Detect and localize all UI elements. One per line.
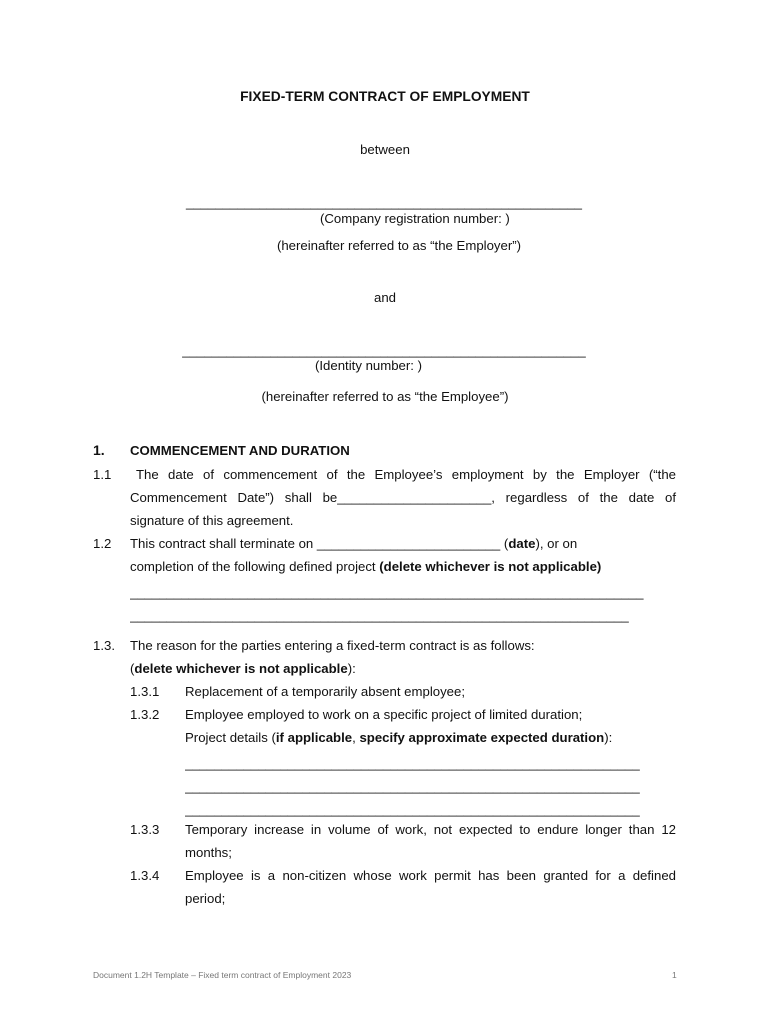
section-heading: COMMENCEMENT AND DURATION — [130, 443, 350, 458]
and-text: and — [373, 290, 396, 305]
clause-1-1-line-1: The date of commencement of the Employee’s employment by the Employer (“the — [136, 467, 676, 482]
sub-clause-text-continued: period; — [185, 891, 226, 906]
sub-clause-number: 1.3.1 — [130, 684, 160, 699]
sub-clause-number: 1.3.3 — [130, 822, 160, 837]
employee-name-line: _______________________________________________________ — [182, 343, 586, 358]
sub-clause-number: 1.3.2 — [130, 707, 160, 722]
clause-1-2-line-1: This contract shall terminate on _________________________ (date), or on — [130, 536, 578, 551]
sub-clause-text: Replacement of a temporarily absent employee; — [185, 684, 466, 699]
sub-clause-text: Employee is a non-citizen whose work permit has been granted for a defined — [185, 868, 676, 883]
company-registration-number: (Company registration number: ) — [320, 211, 510, 226]
footer-document-name: Document 1.2H Template – Fixed term contract of Employment 2023 — [93, 970, 352, 980]
project-details-blank-1: ______________________________________________________________ — [185, 756, 640, 771]
project-details-blank-3: ______________________________________________________________ — [185, 802, 640, 817]
employee-reference: (hereinafter referred to as “the Employee”) — [261, 389, 509, 404]
sub-clause-number: 1.3.4 — [130, 868, 160, 883]
clause-number-1-3: 1.3. — [93, 638, 115, 653]
sub-clause-text: Temporary increase in volume of work, not expected to endure longer than 12 — [185, 822, 676, 837]
sub-clause-text: Employee employed to work on a specific project of limited duration; — [185, 707, 583, 722]
clause-1-1-line-3: signature of this agreement. — [130, 513, 294, 528]
clause-number-1-1: 1.1 — [93, 467, 112, 482]
clause-1-1-line-2: Commencement Date”) shall be_____________________, regardless of the date of — [130, 490, 676, 505]
sub-clause-text-continued: months; — [185, 845, 232, 860]
document-title: FIXED-TERM CONTRACT OF EMPLOYMENT — [240, 89, 530, 104]
project-details-label: Project details (if applicable, specify approximate expected duration): — [185, 730, 613, 745]
clause-1-3-line-2: (delete whichever is not applicable): — [130, 661, 356, 676]
project-blank-line-1: ______________________________________________________________________ — [130, 585, 644, 600]
clause-1-3-line-1: The reason for the parties entering a fixed-term contract is as follows: — [130, 638, 535, 653]
employer-reference: (hereinafter referred to as “the Employer”) — [276, 238, 522, 253]
project-details-blank-2: ______________________________________________________________ — [185, 779, 640, 794]
employer-name-line: ______________________________________________________ — [185, 195, 583, 210]
clause-number-1-2: 1.2 — [93, 536, 112, 551]
section-number: 1. — [93, 442, 105, 458]
project-blank-line-2: ____________________________________________________________________ — [130, 608, 629, 623]
between-text: between — [360, 142, 410, 157]
clause-1-2-line-2: completion of the following defined project (delete whichever is not applicable) — [130, 559, 602, 574]
identity-number: (Identity number: ) — [315, 358, 423, 373]
footer-page-number: 1 — [672, 970, 677, 980]
